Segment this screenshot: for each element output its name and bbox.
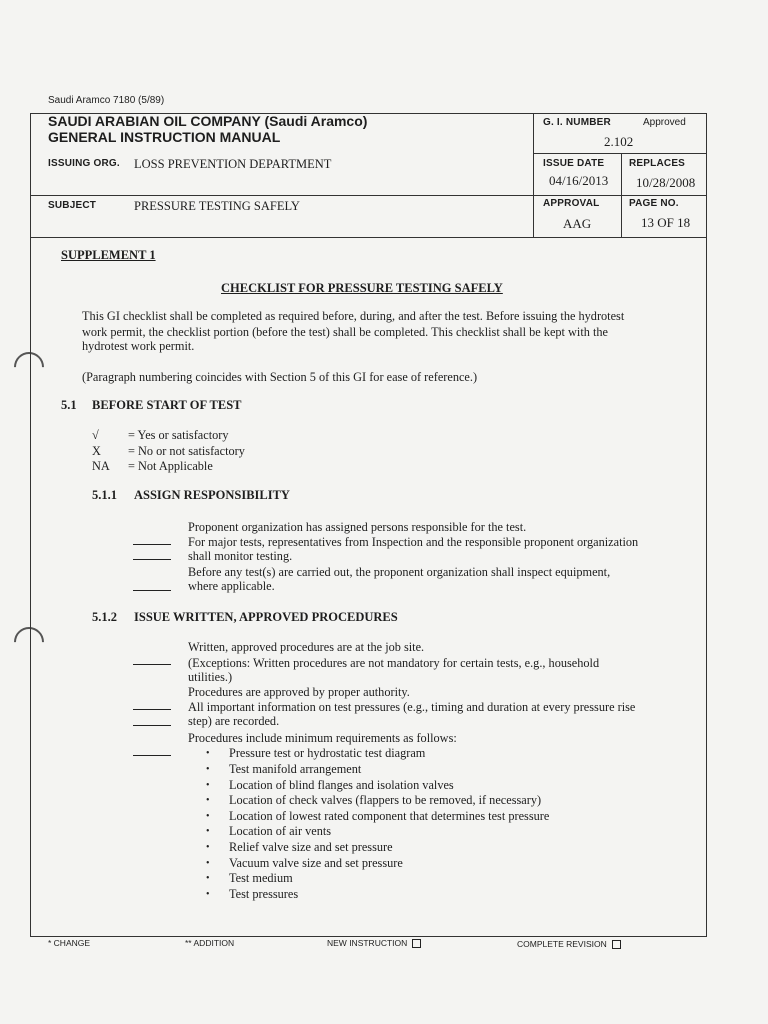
checklist-item: Written, approved procedures are at the job site. — [188, 640, 425, 654]
issuing-org-label: ISSUING ORG. — [48, 158, 120, 169]
page-no-label: PAGE NO. — [629, 198, 679, 209]
issue-date: 04/16/2013 — [549, 173, 609, 188]
footer-addition: ** ADDITION — [185, 938, 235, 948]
requirement-item: Vacuum valve size and set pressure — [229, 856, 403, 870]
checklist-item: where applicable. — [188, 579, 275, 593]
supplement-heading: SUPPLEMENT 1 — [61, 248, 156, 262]
replaces-date: 10/28/2008 — [636, 175, 696, 190]
bullet-icon: • — [206, 873, 210, 884]
bullet-icon: • — [206, 842, 210, 853]
footer-complete-revision — [517, 939, 621, 949]
subject-label: SUBJECT — [48, 200, 97, 211]
bullet-icon: • — [206, 858, 210, 869]
header-divider — [30, 195, 707, 196]
requirement-item: Location of air vents — [229, 824, 332, 838]
checklist-item: Procedures are approved by proper authority. — [188, 685, 410, 699]
checklist-item: All important information on test pressures (e.g., timing and duration at every pressure rise — [188, 700, 636, 714]
checklist-item: Before any test(s) are carried out, the proponent organization shall inspect equipment, — [188, 565, 611, 579]
header-divider — [533, 113, 534, 237]
checklist-item: For major tests, representatives from Inspection and the responsible proponent organization — [188, 535, 639, 549]
footer-new-instruction-label: NEW INSTRUCTION — [327, 938, 408, 948]
checklist-blank[interactable] — [133, 652, 171, 670]
requirement-item: Relief valve size and set pressure — [229, 840, 393, 854]
legend-text: = Yes or satisfactory — [128, 428, 229, 442]
bullet-icon: • — [206, 811, 210, 822]
requirement-item: Location of lowest rated component that determines test pressure — [229, 809, 550, 823]
bullet-icon: • — [206, 748, 210, 759]
issue-date-label: ISSUE DATE — [543, 158, 605, 169]
bullet-icon: • — [206, 826, 210, 837]
section-title: ASSIGN RESPONSIBILITY — [134, 488, 290, 502]
footer-change: * CHANGE — [48, 938, 91, 948]
company-name: SAUDI ARABIAN OIL COMPANY (Saudi Aramco) — [48, 113, 368, 129]
new-instruction-checkbox[interactable] — [412, 939, 421, 948]
form-number: Saudi Aramco 7180 (5/89) — [48, 95, 165, 106]
checklist-blank[interactable] — [133, 743, 171, 761]
legend-symbol: √ — [92, 428, 99, 442]
checklist-title: CHECKLIST FOR PRESSURE TESTING SAFELY — [221, 281, 503, 295]
intro-line: work permit, the checklist portion (before the test) shall be completed. This checklist shall be kept with the — [82, 325, 609, 339]
requirement-item: Test medium — [229, 871, 293, 885]
approval-label: APPROVAL — [543, 198, 600, 209]
footer-complete-revision-label: COMPLETE REVISION — [517, 939, 607, 949]
checklist-item: step) are recorded. — [188, 714, 280, 728]
legend-symbol: NA — [92, 459, 110, 473]
requirement-item: Location of blind flanges and isolation valves — [229, 778, 454, 792]
checklist-blank[interactable] — [133, 547, 171, 565]
bullet-icon: • — [206, 795, 210, 806]
complete-revision-checkbox[interactable] — [612, 940, 621, 949]
intro-line: This GI checklist shall be completed as required before, during, and after the test. Before issuing the hydrotest — [82, 309, 625, 323]
legend-symbol: X — [92, 444, 101, 458]
approval: AAG — [563, 216, 592, 231]
paragraph-note: (Paragraph numbering coincides with Section 5 of this GI for ease of reference.) — [82, 370, 478, 384]
section-number: 5.1.2 — [92, 610, 117, 624]
checklist-item: shall monitor testing. — [188, 549, 293, 563]
replaces-label: REPLACES — [629, 158, 686, 169]
checklist-item: (Exceptions: Written procedures are not mandatory for certain tests, e.g., household — [188, 656, 600, 670]
page-no: 13 OF 18 — [641, 215, 691, 230]
checklist-blank[interactable] — [133, 578, 171, 596]
header-divider — [533, 153, 707, 154]
footer-new-instruction — [327, 938, 421, 948]
requirement-item: Test pressures — [229, 887, 299, 901]
approved-label: Approved — [643, 117, 686, 128]
issuing-org: LOSS PREVENTION DEPARTMENT — [134, 157, 332, 171]
section-number: 5.1.1 — [92, 488, 117, 502]
requirement-item: Location of check valves (flappers to be removed, if necessary) — [229, 793, 542, 807]
checklist-item: Proponent organization has assigned persons responsible for the test. — [188, 520, 527, 534]
subject: PRESSURE TESTING SAFELY — [134, 199, 300, 213]
legend-text: = Not Applicable — [128, 459, 213, 473]
checklist-blank[interactable] — [133, 713, 171, 731]
checklist-item: Procedures include minimum requirements as follows: — [188, 731, 457, 745]
bullet-icon: • — [206, 780, 210, 791]
requirement-item: Test manifold arrangement — [229, 762, 362, 776]
intro-line: hydrotest work permit. — [82, 339, 195, 353]
gi-number: 2.102 — [604, 134, 634, 149]
section-title: ISSUE WRITTEN, APPROVED PROCEDURES — [134, 610, 398, 624]
legend-text: = No or not satisfactory — [128, 444, 245, 458]
checklist-item: utilities.) — [188, 670, 233, 684]
bullet-icon: • — [206, 764, 210, 775]
bullet-icon: • — [206, 889, 210, 900]
header-divider — [30, 237, 707, 238]
section-number: 5.1 — [61, 398, 77, 412]
manual-title: GENERAL INSTRUCTION MANUAL — [48, 129, 281, 145]
requirement-item: Pressure test or hydrostatic test diagram — [229, 746, 426, 760]
section-title: BEFORE START OF TEST — [92, 398, 242, 412]
gi-number-label: G. I. NUMBER — [543, 117, 611, 128]
